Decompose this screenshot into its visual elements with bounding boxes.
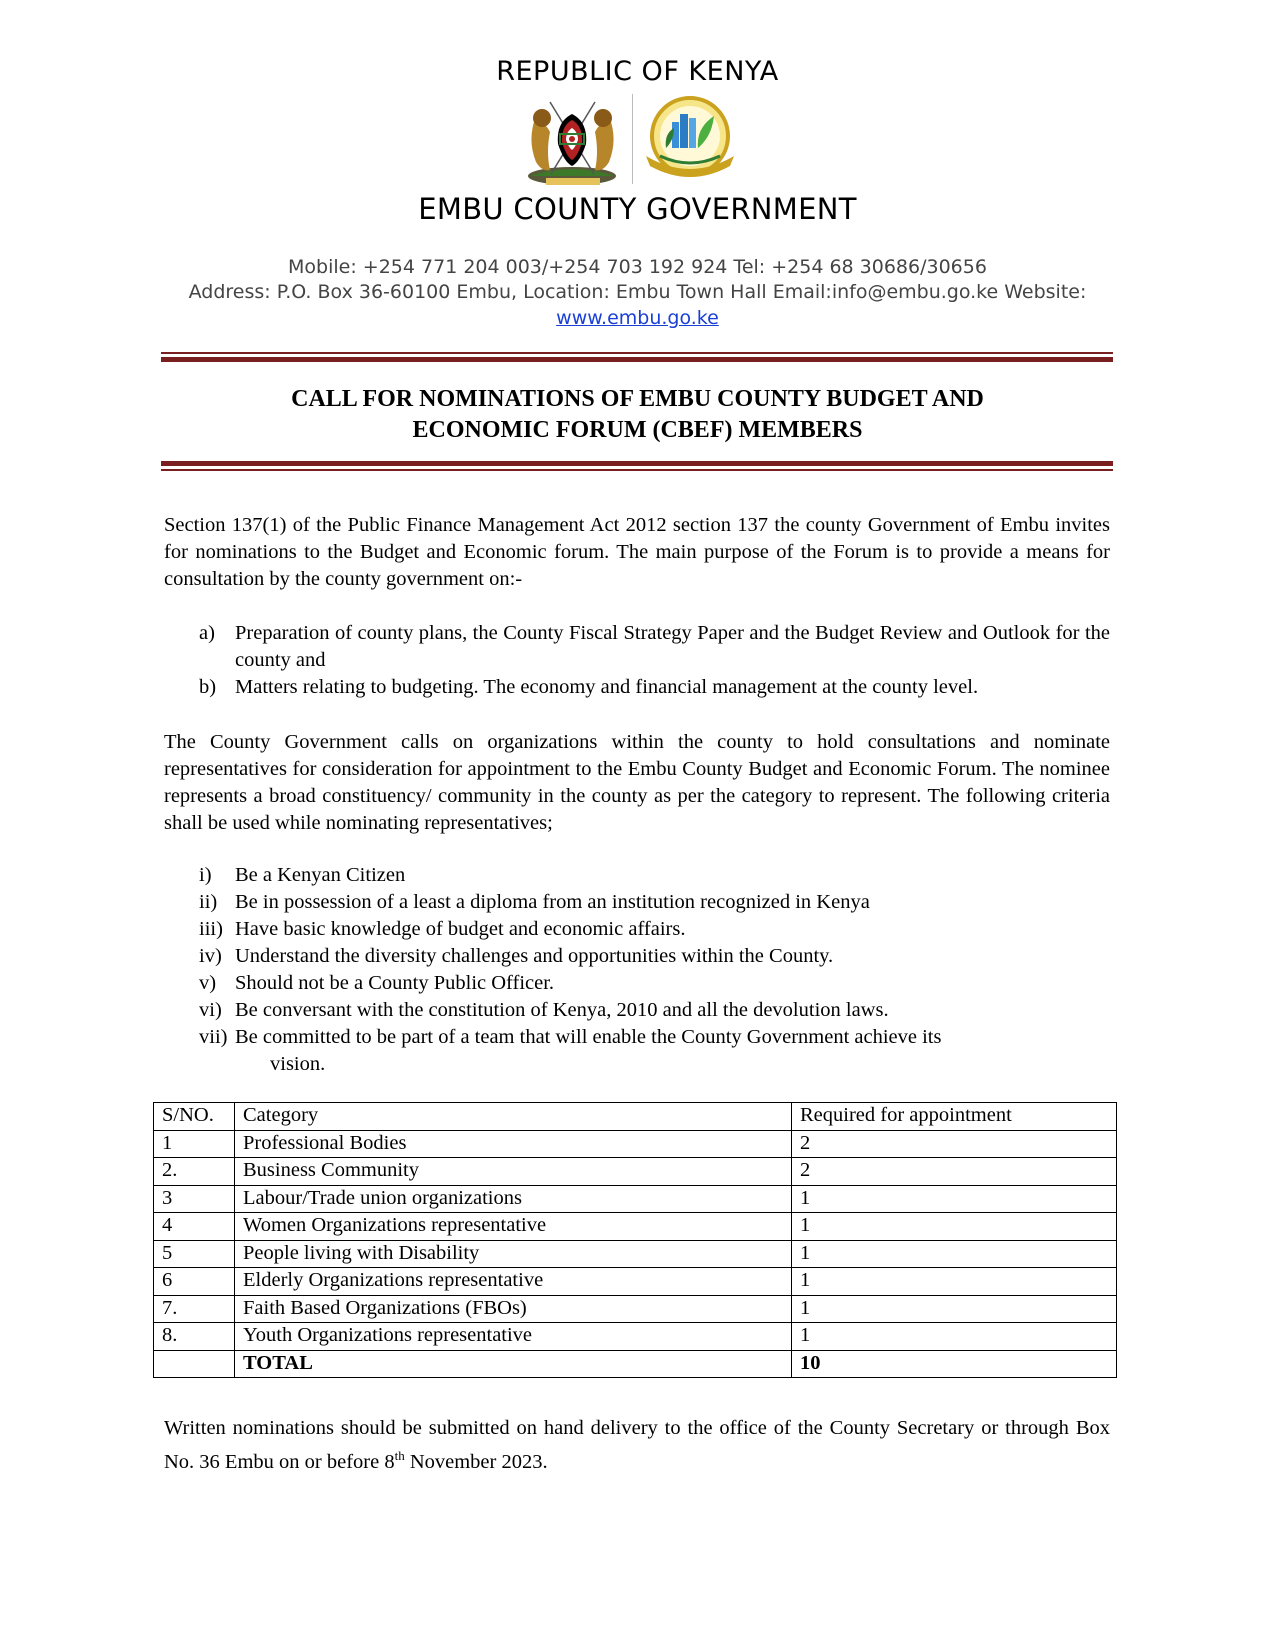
cell-required: 1 bbox=[792, 1213, 1117, 1241]
table-row bbox=[154, 1240, 1117, 1268]
intro-paragraph: Section 137(1) of the Public Finance Management Act 2012 section 137 the county Government of Embu invites for nominations to the Budget and Economic forum. The main purpose of the Forum is to provide a means for consultation by the county government on:- bbox=[164, 514, 1110, 590]
header-cell-category: Category bbox=[235, 1103, 792, 1131]
cell-required: 1 bbox=[792, 1323, 1117, 1351]
cell-sno: 7. bbox=[154, 1295, 235, 1323]
cell-total-label: TOTAL bbox=[235, 1350, 792, 1378]
list-item-text: Be a Kenyan Citizen bbox=[235, 864, 406, 886]
cell-required: 1 bbox=[792, 1295, 1117, 1323]
cell-category: People living with Disability bbox=[235, 1240, 792, 1268]
cell-sno: 6 bbox=[154, 1268, 235, 1296]
table-row bbox=[154, 1295, 1117, 1323]
header-cell-required: Required for appointment bbox=[792, 1103, 1117, 1131]
cell-required: 1 bbox=[792, 1185, 1117, 1213]
cell-category: Youth Organizations representative bbox=[235, 1323, 792, 1351]
logo-divider bbox=[632, 94, 633, 184]
header-cell-sno: S/NO. bbox=[154, 1103, 235, 1131]
cell-required: 1 bbox=[792, 1268, 1117, 1296]
cell-sno: 3 bbox=[154, 1185, 235, 1213]
county-government-heading: EMBU COUNTY GOVERNMENT bbox=[418, 192, 857, 226]
address-label: Address: bbox=[188, 281, 271, 303]
closing-paragraph bbox=[164, 1415, 1110, 1476]
contact-phones: Mobile: +254 771 204 003/+254 703 192 924 Tel: +254 68 30686/30656 bbox=[288, 256, 987, 278]
cell-sno: 1 bbox=[154, 1130, 235, 1158]
list-item-text: Be committed to be part of a team that will enable the County Government achieve its bbox=[235, 1026, 942, 1048]
list-marker: ii) bbox=[199, 891, 218, 913]
list-marker: v) bbox=[199, 972, 217, 994]
contact-address bbox=[0, 281, 1275, 303]
list-item bbox=[164, 862, 1110, 889]
list-item-text: Be in possession of a least a diploma from an institution recognized in Kenya bbox=[235, 891, 870, 913]
list-item-text-continued: vision. bbox=[270, 1053, 326, 1075]
criteria-intro-paragraph: The County Government calls on organizations within the county to hold consultations and nominate representatives for consideration for appointment to the Embu County Budget and Economic Forum. The nominee represents a broad constituency/ community in the county as per the category to represent. The following criteria shall be used while nominating representatives; bbox=[164, 731, 1110, 834]
table-row bbox=[154, 1185, 1117, 1213]
list-marker: iii) bbox=[199, 918, 223, 940]
list-item bbox=[164, 970, 1110, 997]
cell-required: 1 bbox=[792, 1240, 1117, 1268]
list-item bbox=[164, 620, 1110, 674]
list-marker: vi) bbox=[199, 999, 222, 1021]
list-marker: vii) bbox=[199, 1026, 228, 1048]
document-title-line1: CALL FOR NOMINATIONS OF EMBU COUNTY BUDGET AND bbox=[291, 386, 984, 412]
table-row bbox=[154, 1158, 1117, 1186]
republic-heading: REPUBLIC OF KENYA bbox=[496, 56, 779, 87]
divider-bottom bbox=[161, 461, 1113, 471]
list-marker: iv) bbox=[199, 945, 222, 967]
cell-category: Business Community bbox=[235, 1158, 792, 1186]
list-item-text: Have basic knowledge of budget and economic affairs. bbox=[235, 918, 686, 940]
cell-required: 2 bbox=[792, 1130, 1117, 1158]
list-marker: b) bbox=[199, 676, 217, 698]
closing-text-end: November 2023. bbox=[404, 1450, 548, 1473]
list-marker: a) bbox=[199, 622, 215, 644]
cell-sno: 2. bbox=[154, 1158, 235, 1186]
cell-category: Professional Bodies bbox=[235, 1130, 792, 1158]
cell-category: Labour/Trade union organizations bbox=[235, 1185, 792, 1213]
list-item bbox=[164, 674, 1110, 701]
cell-category: Elderly Organizations representative bbox=[235, 1268, 792, 1296]
table-header-row bbox=[154, 1103, 1117, 1131]
criteria-list bbox=[164, 862, 1110, 1078]
table-row bbox=[154, 1130, 1117, 1158]
table-row bbox=[154, 1323, 1117, 1351]
cell-sno-empty bbox=[154, 1350, 235, 1378]
list-item-text: Preparation of county plans, the County Fiscal Strategy Paper and the Budget Review and Outlook for the county and bbox=[235, 622, 1110, 671]
list-item-text: Be conversant with the constitution of Kenya, 2010 and all the devolution laws. bbox=[235, 999, 889, 1021]
list-item-text: Should not be a County Public Officer. bbox=[235, 972, 555, 994]
list-item bbox=[164, 1024, 1110, 1078]
list-item bbox=[164, 997, 1110, 1024]
logos-area bbox=[520, 92, 760, 187]
cell-category: Women Organizations representative bbox=[235, 1213, 792, 1241]
location-label: Location: bbox=[523, 281, 610, 303]
cell-sno: 8. bbox=[154, 1323, 235, 1351]
divider-top bbox=[161, 352, 1113, 362]
cell-total-value: 10 bbox=[792, 1350, 1117, 1378]
embu-county-seal-icon bbox=[638, 94, 743, 184]
cell-sno: 4 bbox=[154, 1213, 235, 1241]
cell-required: 2 bbox=[792, 1158, 1117, 1186]
table-row bbox=[154, 1213, 1117, 1241]
document-title bbox=[0, 384, 1275, 446]
closing-superscript: th bbox=[394, 1448, 405, 1463]
address-value: P.O. Box 36-60100 Embu, bbox=[270, 281, 524, 303]
list-item-text: Understand the diversity challenges and opportunities within the County. bbox=[235, 945, 834, 967]
closing-text: Written nominations should be submitted on hand delivery to the office of the County Secretary or through Box No. 36 Embu on or before 8 bbox=[164, 1417, 1110, 1473]
nominations-table bbox=[153, 1102, 1117, 1378]
website-link[interactable]: www.embu.go.ke bbox=[556, 307, 719, 329]
document-title-line2: ECONOMIC FORUM (CBEF) MEMBERS bbox=[412, 417, 863, 443]
location-value: Embu Town Hall Email:info@embu.go.ke Website: bbox=[609, 281, 1087, 303]
list-item bbox=[164, 916, 1110, 943]
kenya-coat-of-arms-icon bbox=[520, 92, 625, 187]
list-item bbox=[164, 889, 1110, 916]
list-item-text: Matters relating to budgeting. The economy and financial management at the county level. bbox=[235, 676, 979, 698]
list-item bbox=[164, 943, 1110, 970]
contact-website bbox=[0, 307, 1275, 329]
cell-sno: 5 bbox=[154, 1240, 235, 1268]
cell-category: Faith Based Organizations (FBOs) bbox=[235, 1295, 792, 1323]
table-total-row bbox=[154, 1350, 1117, 1378]
table-row bbox=[154, 1268, 1117, 1296]
list-marker: i) bbox=[199, 864, 212, 886]
purpose-list bbox=[164, 620, 1110, 701]
